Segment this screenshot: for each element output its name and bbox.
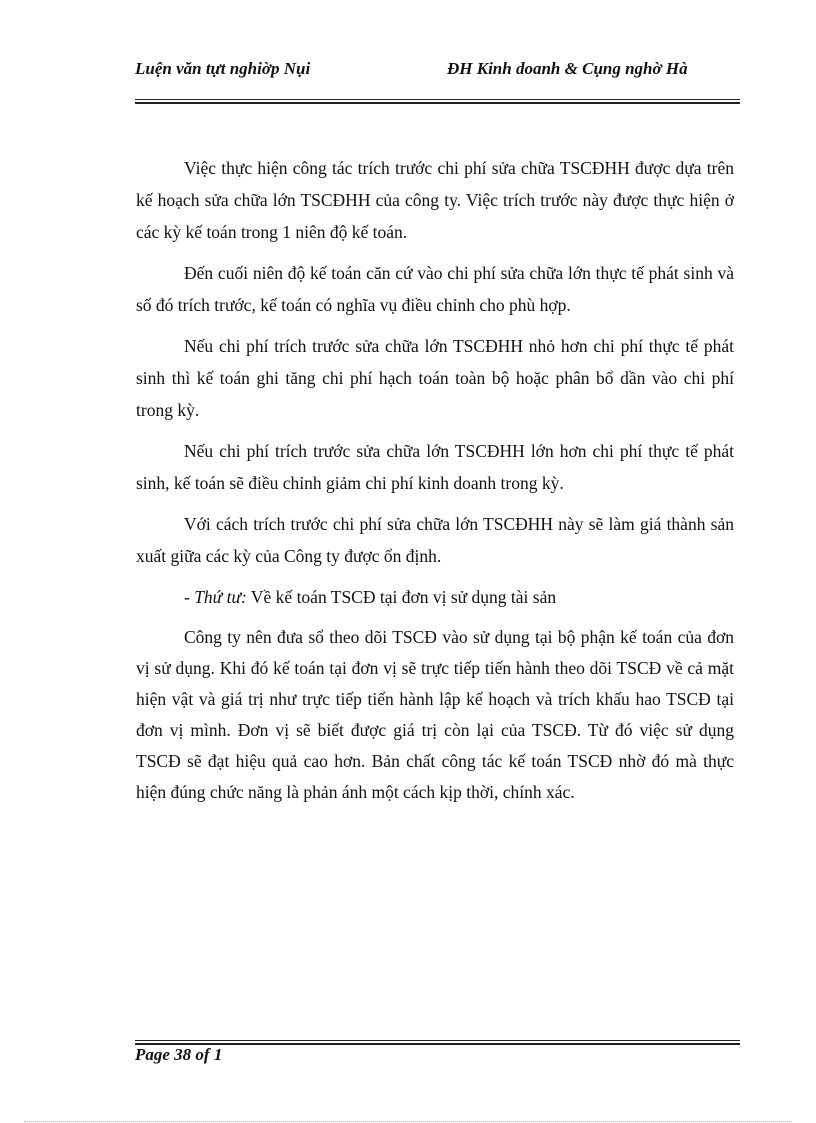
paragraph-3: Nếu chi phí trích trước sửa chữa lớn TSCĐHH nhỏ hơn chi phí thực tế phát sinh thì kế toán ghi tăng chi phí hạch toán toàn bộ hoặc phân bổ dần vào chi phí trong kỳ. <box>136 336 734 420</box>
document-body <box>136 152 734 817</box>
paragraph-1: Việc thực hiện công tác trích trước chi phí sửa chữa TSCĐHH được dựa trên kế hoạch sửa chữa lớn TSCĐHH của công ty. Việc trích trước này được thực hiện ở các kỳ kế toán trong 1 niên độ kế toán. <box>136 158 734 242</box>
header-left-title: Luện văn tựt nghiờp Nụi <box>135 59 311 78</box>
header-rule <box>135 99 740 104</box>
paragraph-5: Với cách trích trước chi phí sửa chữa lớn TSCĐHH này sẽ làm giá thành sản xuất giữa các kỳ của Công ty được ổn định. <box>136 514 734 566</box>
section-heading-text: Về kế toán TSCĐ tại đơn vị sử dụng tài sản <box>246 587 557 607</box>
section-label: Thứ tư: <box>194 587 247 607</box>
paragraph-2: Đến cuối niên độ kế toán căn cứ vào chi phí sửa chữa lớn thực tế phát sinh và số đó trích trước, kế toán có nghĩa vụ điều chỉnh cho phù hợp. <box>136 263 734 315</box>
paragraph-6 <box>136 581 734 613</box>
list-dash: - <box>184 587 195 607</box>
paragraph-7: Công ty nên đưa sổ theo dõi TSCĐ vào sử dụng tại bộ phận kế toán của đơn vị sử dụng. Khi đó kế toán tại đơn vị sẽ trực tiếp tiến hành theo dõi TSCĐ về cả mặt hiện vật và giá trị như trực tiếp tiến hành lập kế hoạch và trích khấu hao TSCĐ tại đơn vị mình. Đơn vị sẽ biết được giá trị còn lại của TSCĐ. Từ đó việc sử dụng TSCĐ sẽ đạt hiệu quả cao hơn. Bản chất công tác kế toán TSCĐ nhờ đó mà thực hiện đúng chức năng là phản ánh một cách kịp thời, chính xác. <box>136 627 734 802</box>
page-edge-divider <box>24 1121 792 1122</box>
paragraph-4: Nếu chi phí trích trước sửa chữa lớn TSCĐHH lớn hơn chi phí thực tế phát sinh, kế toán sẽ điều chỉnh giảm chi phí kinh doanh trong kỳ. <box>136 441 734 493</box>
footer-rule <box>135 1040 740 1045</box>
page-number: Page 38 of 1 <box>135 1045 223 1064</box>
header-right-title: ĐH Kinh doanh & Cụng nghờ Hà <box>447 59 688 78</box>
